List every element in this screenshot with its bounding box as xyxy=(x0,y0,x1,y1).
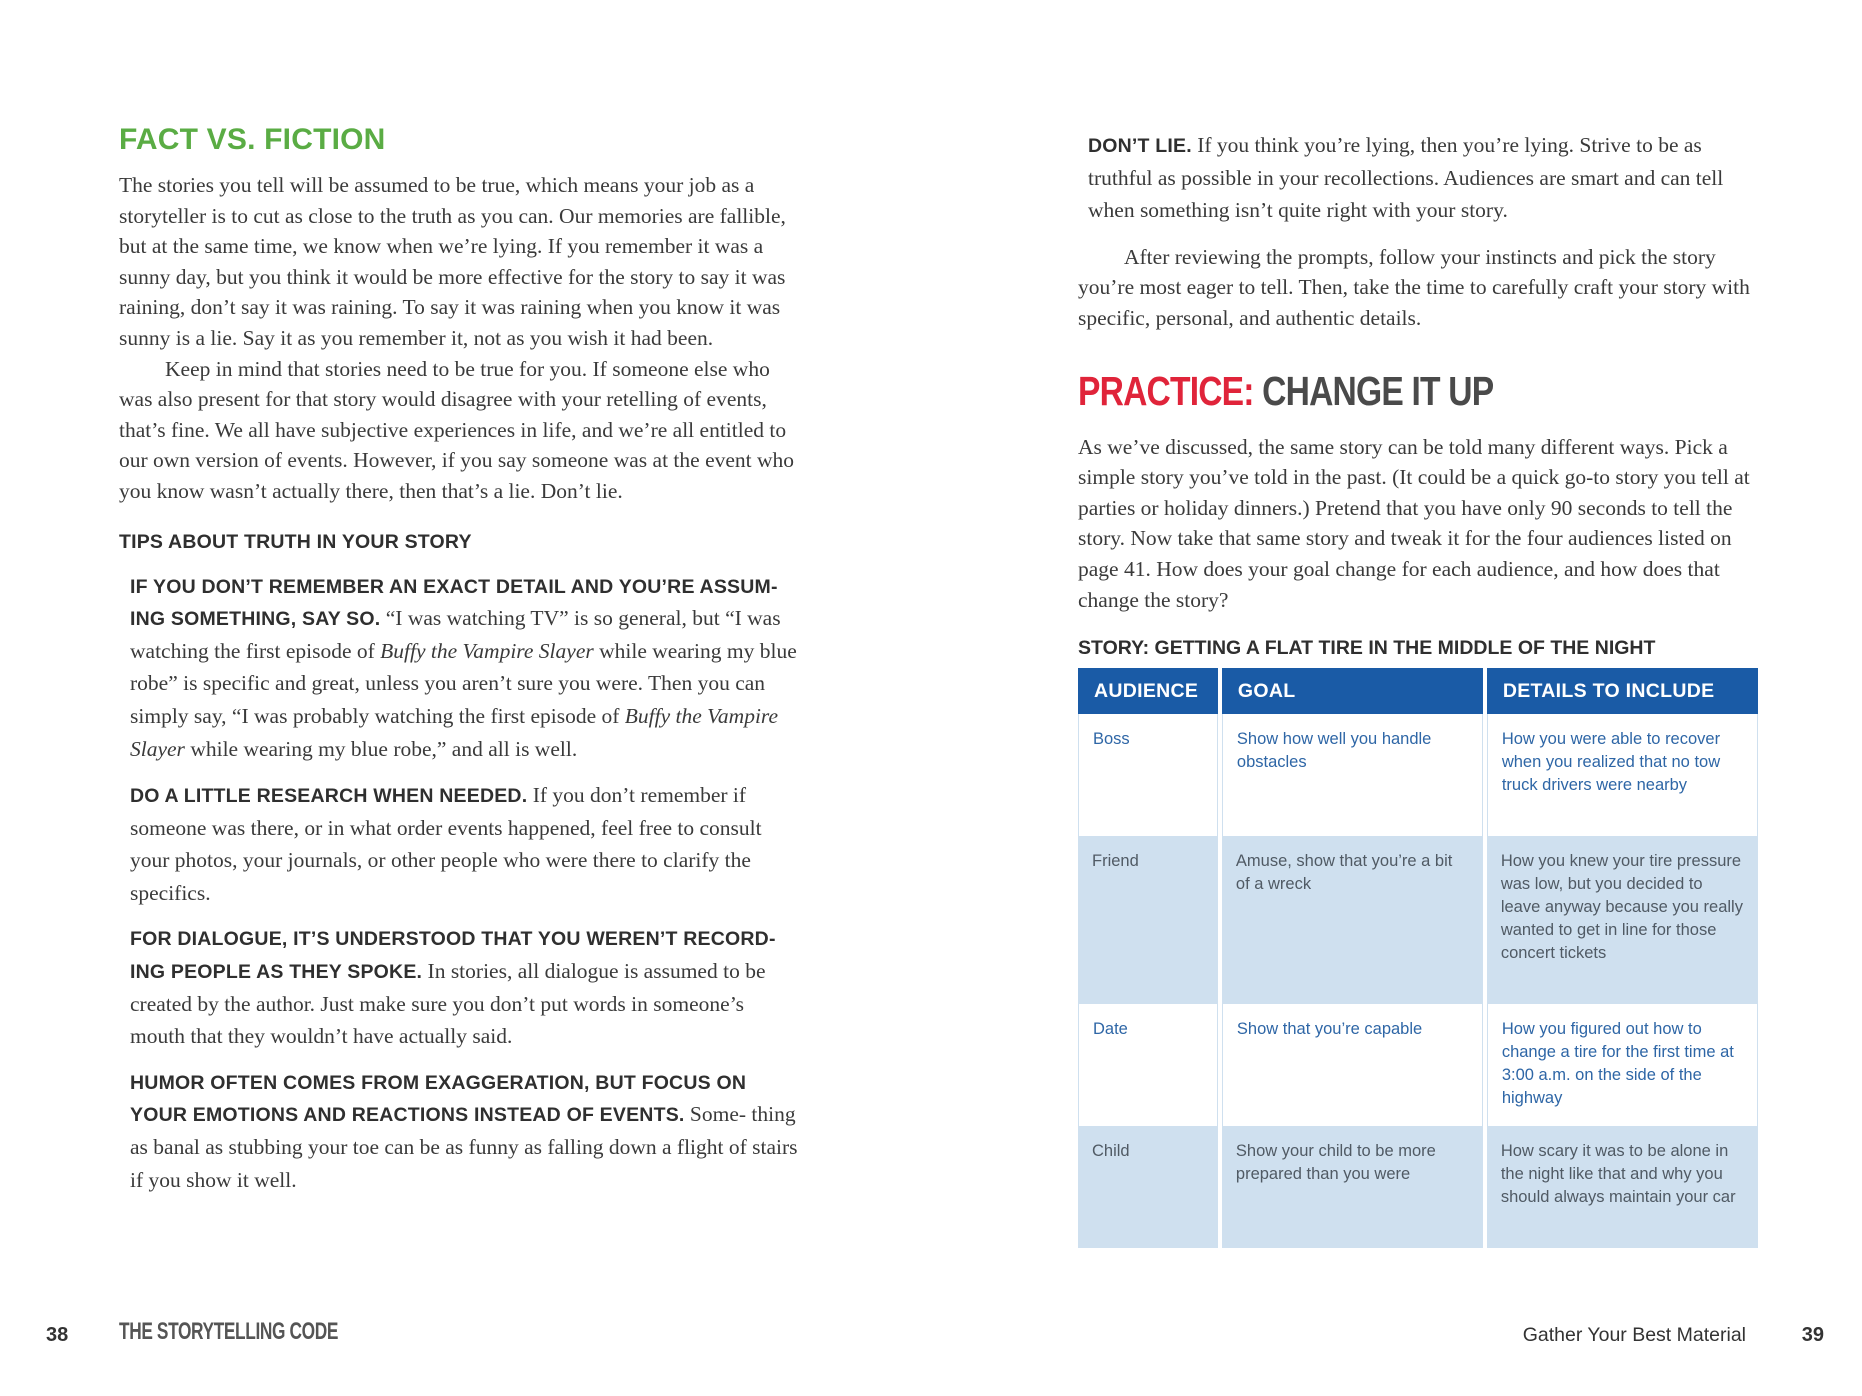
column-header-goal: GOAL xyxy=(1222,668,1483,714)
goal-cell: Show that you’re capable xyxy=(1222,1004,1483,1126)
tip-item xyxy=(130,572,804,767)
right-page-column xyxy=(1078,130,1762,1248)
tip-text: while wearing my blue robe” is specific and great, unless you aren’t sure you were. Then you can simply say, “I was probably watching the first episode of xyxy=(130,638,797,728)
tip-text: If you don’t remember if someone was there, or in what order events happened, feel free to consult your photos, your journals, or other people who were there to clarify the specifics. xyxy=(130,783,762,905)
details-cell: How you were able to recover when you realized that no tow truck drivers were nearby xyxy=(1487,714,1758,836)
audience-table xyxy=(1074,668,1762,1248)
right-page-number: 39 xyxy=(1801,1324,1824,1346)
details-cell: How you knew your tire pressure was low, but you decided to leave anyway because you really wanted to get in line for those concert tickets xyxy=(1487,836,1758,1004)
goal-cell: Show your child to be more prepared than you were xyxy=(1222,1126,1483,1248)
book-title-running-footer: THE STORYTELLING CODE xyxy=(119,1318,339,1345)
goal-cell: Show how well you handle obstacles xyxy=(1222,714,1483,836)
left-page-number: 38 xyxy=(46,1324,69,1346)
tip-italic-title: Buffy the Vampire Slayer xyxy=(130,703,779,761)
tip-item xyxy=(130,780,804,910)
tips-heading: TIPS ABOUT TRUTH IN YOUR STORY xyxy=(119,530,472,553)
practice-subtitle: CHANGE IT UP xyxy=(1253,367,1494,414)
details-cell: How you figured out how to change a tire for the first time at 3:00 a.m. on the side of the highway xyxy=(1487,1004,1758,1126)
tip-lead: FOR DIALOGUE, IT’S UNDERSTOOD THAT YOU WEREN’T RECORD- ING PEOPLE AS THEY SPOKE. xyxy=(130,928,776,984)
tip-text: In stories, all dialogue is assumed to be created by the author. Just make sure you don’t put words in someone’s mouth that they wouldn’t have actually said. xyxy=(130,959,766,1049)
second-paragraph: Keep in mind that stories need to be true for you. If someone else who was also present for that story would disagree with your retelling of events, that’s fine. We all have subjective experiences in life, and we’re all entitled to our own version of events. However, if you say someone was at the event who you know wasn’t actually there, then that’s a lie. Don’t lie. xyxy=(119,356,795,503)
audience-cell: Child xyxy=(1078,1126,1218,1248)
chapter-title-running-footer: Gather Your Best Material xyxy=(1522,1324,1746,1346)
tip-text: while wearing my blue robe,” and all is well. xyxy=(184,736,578,761)
column-header-details: DETAILS TO INCLUDE xyxy=(1487,668,1758,714)
dont-lie-tip xyxy=(1088,130,1762,228)
tip-italic-title: Buffy the Vampire Slayer xyxy=(380,638,594,663)
practice-label: PRACTICE: xyxy=(1078,367,1254,414)
tip-item xyxy=(130,1068,804,1197)
practice-paragraph: As we’ve discussed, the same story can be told many different ways. Pick a simple story you’ve told in the past. (It could be a quick go-to story you tell at parties or holiday dinners.) Pretend that you have only 90 seconds to tell the story. Now take that same story and tweak it for the four audiences listed on page 41. How does your goal change for each audience, and how does that change the story? xyxy=(1078,434,1750,612)
tip-lead: HUMOR OFTEN COMES FROM EXAGGERATION, BUT FOCUS ON YOUR EMOTIONS AND REACTIONS INSTEAD OF EVENTS. xyxy=(130,1071,747,1127)
tip-lead: IF YOU DON’T REMEMBER AN EXACT DETAIL AND YOU’RE ASSUM- ING SOMETHING, SAY SO. xyxy=(130,575,778,631)
story-label: STORY: GETTING A FLAT TIRE IN THE MIDDLE OF THE NIGHT xyxy=(1078,637,1656,660)
column-header-audience: AUDIENCE xyxy=(1078,668,1218,714)
intro-paragraph: The stories you tell will be assumed to be true, which means your job as a storyteller is to cut as close to the truth as you can. Our memories are fallible, but at the same time, we know when we’re lying. If you remember it was a sunny day, but you think it would be more effective for the story to say it was raining, don’t say it was raining. To say it was raining when you know it was sunny is a lie. Say it as you remember it, not as you wish it had been. xyxy=(119,173,786,350)
tip-item xyxy=(130,924,804,1053)
tip-text: If you think you’re lying, then you’re lying. Strive to be as truthful as possible in your recollections. Audiences are smart and can tell when something isn’t quite right with your story. xyxy=(1088,133,1724,223)
left-page-column xyxy=(119,122,804,1211)
tip-lead: DON’T LIE. xyxy=(1088,135,1192,157)
section-title: FACT VS. FICTION xyxy=(119,123,386,156)
audience-cell: Date xyxy=(1078,1004,1218,1126)
table-row xyxy=(1078,1126,1758,1248)
audience-cell: Friend xyxy=(1078,836,1218,1004)
tip-lead: DO A LITTLE RESEARCH WHEN NEEDED. xyxy=(130,785,528,808)
audience-cell: Boss xyxy=(1078,714,1218,836)
tip-text: “I was watching TV” is so general, but “I was watching the first episode of xyxy=(130,606,781,663)
goal-cell: Amuse, show that you’re a bit of a wreck xyxy=(1222,836,1483,1004)
table-header-row xyxy=(1078,668,1758,714)
table-row xyxy=(1078,1004,1758,1126)
after-paragraph: After reviewing the prompts, follow your instincts and pick the story you’re most eager to tell. Then, take the time to carefully craft your story with specific, personal, and authentic details. xyxy=(1078,244,1750,330)
practice-title xyxy=(1078,368,1639,414)
table-row xyxy=(1078,714,1758,836)
details-cell: How scary it was to be alone in the night like that and why you should always maintain your car xyxy=(1487,1126,1758,1248)
tip-text: Some- thing as banal as stubbing your toe can be as funny as falling down a flight of stairs if you show it well. xyxy=(130,1102,798,1192)
table-row xyxy=(1078,836,1758,1004)
